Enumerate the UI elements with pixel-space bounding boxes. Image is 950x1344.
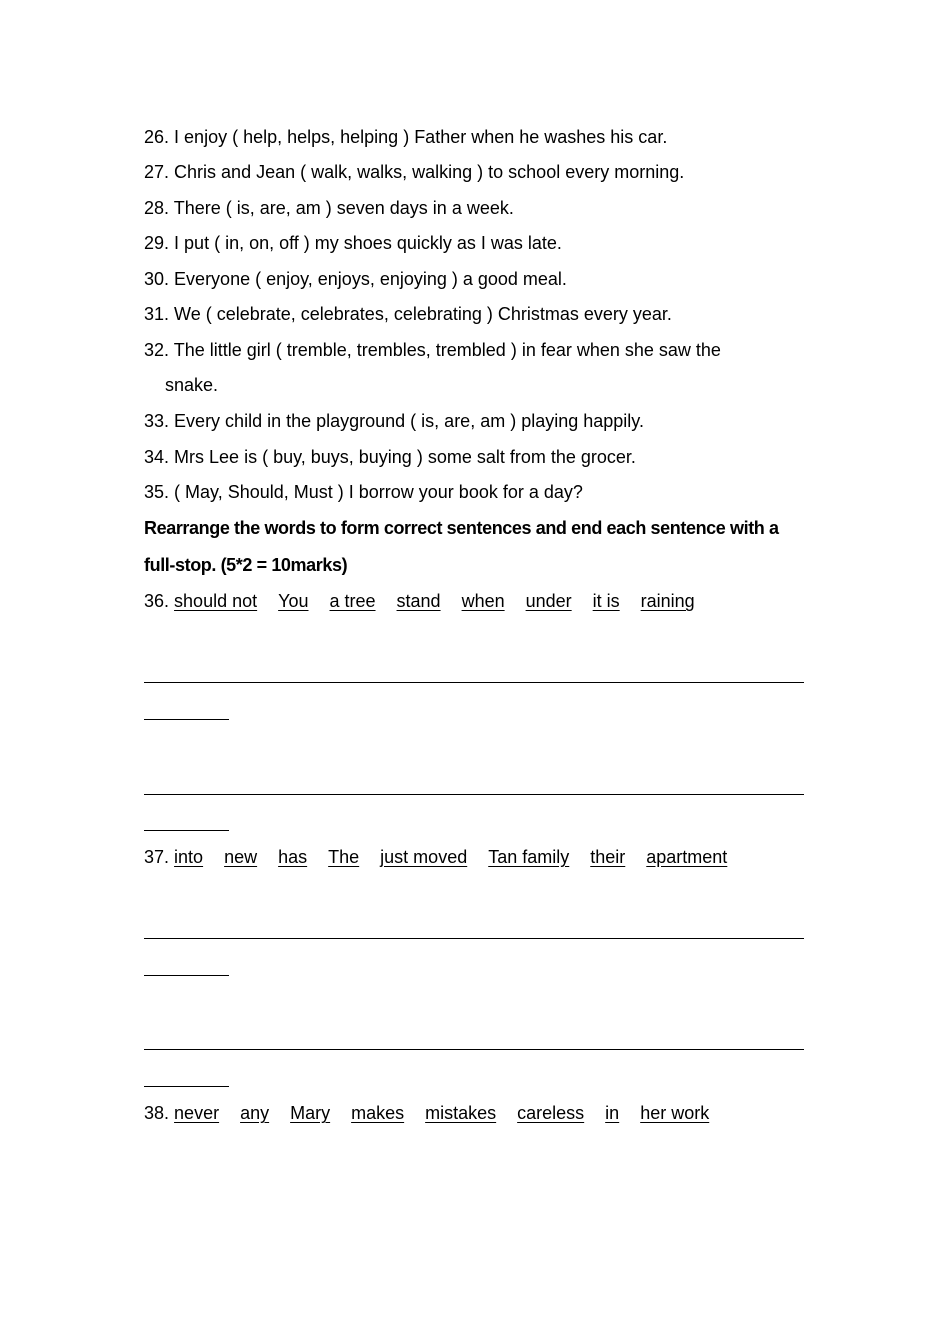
- word-tile: apartment: [646, 847, 728, 867]
- question-32: [144, 339, 721, 361]
- question-text: We ( celebrate, celebrates, celebrating ) Christmas every year.: [174, 304, 672, 324]
- word-tile: The: [328, 847, 360, 867]
- question-text: Chris and Jean ( walk, walks, walking ) to school every morning.: [174, 162, 685, 182]
- question-35: [144, 481, 583, 503]
- word-tile: Mary: [290, 1103, 331, 1123]
- word-tile: mistakes: [425, 1103, 497, 1123]
- question-number: 28.: [144, 198, 170, 218]
- word-tile: under: [525, 591, 572, 611]
- question-34: [144, 446, 636, 468]
- word-tile: has: [278, 847, 308, 867]
- question-number: 33.: [144, 411, 170, 431]
- question-number: 37.: [144, 847, 170, 867]
- word-tile: should not: [174, 591, 258, 611]
- question-27: [144, 161, 684, 183]
- word-tile: raining: [640, 591, 695, 611]
- answer-line-continuation[interactable]: [144, 719, 229, 720]
- question-number: 38.: [144, 1103, 170, 1123]
- word-tile: their: [590, 847, 626, 867]
- word-tile: careless: [517, 1103, 585, 1123]
- rearrange-question-37: [144, 846, 727, 868]
- word-tile: when: [461, 591, 505, 611]
- word-tile: makes: [351, 1103, 405, 1123]
- word-tile: Tan family: [488, 847, 570, 867]
- word-tile: new: [224, 847, 258, 867]
- section-instruction-line1: Rearrange the words to form correct sentences and end each sentence with a: [144, 518, 779, 538]
- question-text: The little girl ( tremble, trembles, trembled ) in fear when she saw the: [173, 340, 721, 360]
- question-number: 34.: [144, 447, 170, 467]
- question-text: ( May, Should, Must ) I borrow your book for a day?: [174, 482, 583, 502]
- question-text: I enjoy ( help, helps, helping ) Father when he washes his car.: [174, 127, 668, 147]
- question-number: 30.: [144, 269, 170, 289]
- word-tile: never: [174, 1103, 220, 1123]
- word-tile: in: [605, 1103, 620, 1123]
- word-tile: her work: [640, 1103, 710, 1123]
- question-text: Every child in the playground ( is, are, am ) playing happily.: [174, 411, 644, 431]
- question-33: [144, 410, 644, 432]
- question-text: Everyone ( enjoy, enjoys, enjoying ) a good meal.: [174, 269, 567, 289]
- answer-line-continuation[interactable]: [144, 1086, 229, 1087]
- question-32-continuation: snake.: [165, 375, 219, 395]
- question-30: [144, 268, 567, 290]
- question-number: 29.: [144, 233, 170, 253]
- answer-line-continuation[interactable]: [144, 975, 229, 976]
- question-text: I put ( in, on, off ) my shoes quickly as I was late.: [174, 233, 562, 253]
- answer-line[interactable]: [144, 682, 804, 683]
- word-tile: just moved: [380, 847, 468, 867]
- rearrange-question-36: [144, 590, 695, 612]
- section-instruction-line2: full-stop. (5*2 = 10marks): [144, 555, 348, 575]
- question-number: 32.: [144, 340, 170, 360]
- answer-line[interactable]: [144, 938, 804, 939]
- answer-line[interactable]: [144, 794, 804, 795]
- word-tile: into: [174, 847, 204, 867]
- question-text: Mrs Lee is ( buy, buys, buying ) some salt from the grocer.: [174, 447, 636, 467]
- question-31: [144, 303, 672, 325]
- answer-line[interactable]: [144, 1049, 804, 1050]
- word-tile: You: [278, 591, 309, 611]
- question-number: 31.: [144, 304, 170, 324]
- word-tile: a tree: [329, 591, 376, 611]
- question-26: [144, 126, 667, 148]
- rearrange-question-38: [144, 1102, 709, 1124]
- question-number: 26.: [144, 127, 170, 147]
- question-29: [144, 232, 562, 254]
- question-28: [144, 197, 514, 219]
- question-number: 27.: [144, 162, 170, 182]
- question-number: 36.: [144, 591, 170, 611]
- word-tile: it is: [592, 591, 620, 611]
- question-text: There ( is, are, am ) seven days in a week.: [173, 198, 514, 218]
- word-tile: any: [240, 1103, 270, 1123]
- question-number: 35.: [144, 482, 170, 502]
- answer-line-continuation[interactable]: [144, 830, 229, 831]
- word-tile: stand: [396, 591, 441, 611]
